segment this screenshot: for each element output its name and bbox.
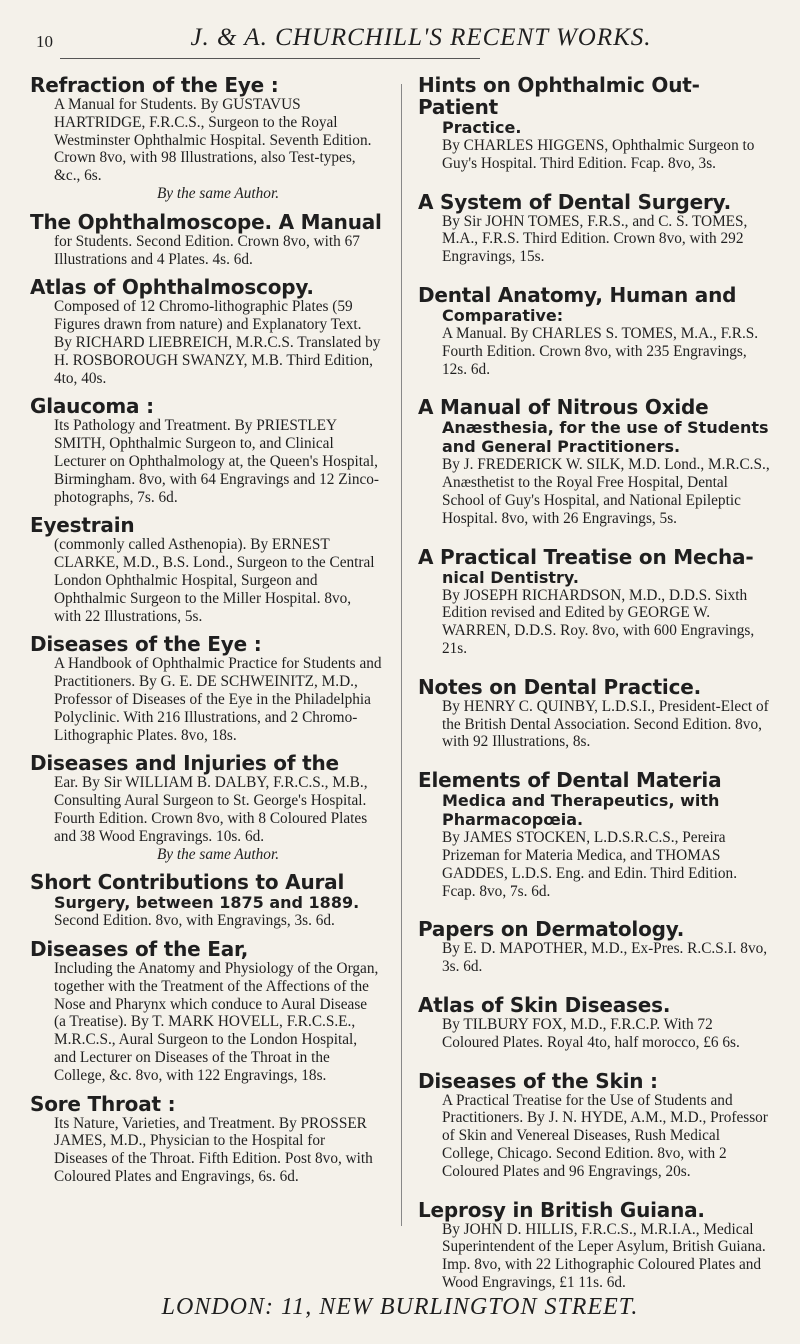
- left-column: [30, 74, 382, 1194]
- book-subtitle: Anæsthesia, for the use of Students and General Practitioners.: [442, 418, 769, 457]
- book-subtitle: Surgery, between 1875 and 1889.: [54, 893, 360, 913]
- book-description: By HENRY C. QUINBY, L.D.S.I., President-Elect of the British Dental Association. Second Edition. 8vo, with 92 Illustrations, 8s.: [442, 697, 769, 751]
- book-description: By TILBURY FOX, M.D., F.R.C.P. With 72 Coloured Plates. Royal 4to, half morocco, £6 6s.: [442, 1015, 740, 1051]
- book-title: Atlas of Ophthalmoscopy.: [30, 275, 314, 300]
- book-title: Eyestrain: [30, 513, 135, 538]
- book-title: Atlas of Skin Diseases.: [418, 992, 671, 1017]
- book-description: for Students. Second Edition. Crown 8vo, with 67 Illustrations and 4 Plates. 4s. 6d.: [54, 232, 360, 268]
- book-entry: [418, 1199, 772, 1292]
- book-description: By CHARLES HIGGENS, Ophthalmic Surgeon to Guy's Hospital. Third Edition. Fcap. 8vo, 3s.: [442, 137, 755, 172]
- book-title: Diseases of the Eye :: [30, 632, 262, 657]
- book-entry: [418, 546, 772, 658]
- book-description: By E. D. MAPOTHER, M.D., Ex-Pres. R.C.S.I. 8vo, 3s. 6d.: [442, 940, 768, 976]
- book-title: Refraction of the Eye :: [30, 73, 279, 97]
- book-entry: [30, 395, 382, 506]
- book-entry: [418, 1070, 772, 1181]
- book-description: By Sir JOHN TOMES, F.R.S., and C. S. TOMES, M.A., F.R.S. Third Edition. Crown 8vo, with 292 Engravings, 15s.: [442, 212, 748, 266]
- book-subtitle: nical Dentistry.: [442, 567, 579, 587]
- book-entry: [418, 191, 772, 266]
- page-footer: LONDON: 11, NEW BURLINGTON STREET.: [161, 1294, 639, 1320]
- book-title: A System of Dental Surgery.: [418, 189, 732, 214]
- page-header: [36, 24, 760, 60]
- book-description: A Handbook of Ophthalmic Practice for Students and Practitioners. By G. E. DE SCHWEINITZ, M.D., Professor of Diseases of the Eye in the Philadelphia Polyclinic. With 216 Illustrations, and 2 Chromo-Lithographic Plates. 8vo, 18s.: [54, 655, 382, 744]
- book-description: A Manual. By CHARLES S. TOMES, M.A., F.R.S. Fourth Edition. Crown 8vo, with 235 Engravings, 12s. 6d.: [442, 324, 759, 378]
- book-description: Ear. By Sir WILLIAM B. DALBY, F.R.C.S., M.B., Consulting Aural Surgeon to St. George's Hospital. Fourth Edition. Crown 8vo, with 8 Coloured Plates and 38 Wood Engravings. 10s. 6d.: [54, 774, 368, 845]
- book-entry: [418, 74, 772, 173]
- book-title: Sore Throat :: [30, 1091, 176, 1116]
- book-description: A Manual for Students. By GUSTAVUS HARTRIDGE, F.R.C.S., Surgeon to the Royal Westminster Ophthalmic Hospital. Seventh Edition. Crown 8vo, with 98 Illustrations, also Test-types, &c., 6s.: [54, 96, 372, 185]
- book-entry: [418, 918, 772, 976]
- book-subtitle: Medica and Therapeutics, with Pharmacopœia.: [442, 791, 720, 830]
- book-description: A Practical Treatise for the Use of Students and Practitioners. By J. N. HYDE, A.M., M.D., Professor of Skin and Venereal Diseases, Rush Medical College, Chicago. Second Edition. 8vo, with 2 Coloured Plates and 96 Engravings, 20s.: [442, 1091, 768, 1180]
- book-title: Elements of Dental Materia: [418, 768, 722, 793]
- book-entry: [418, 676, 772, 751]
- book-title: A Manual of Nitrous Oxide: [418, 395, 709, 420]
- book-entry: [418, 994, 772, 1052]
- book-description: By JOHN D. HILLIS, F.R.C.S., M.R.I.A., Medical Superintendent of the Leper Asylum, British Guiana. Imp. 8vo, with 22 Lithographic Coloured Plates and Wood Engravings, £1 11s. 6d.: [442, 1220, 766, 1291]
- book-description: By JAMES STOCKEN, L.D.S.R.C.S., Pereira Prizeman for Materia Medica, and THOMAS GADDES, L.D.S. Eng. and Edin. Third Edition. Fcap. 8vo, 7s. 6d.: [442, 829, 738, 900]
- book-title: Glaucoma :: [30, 394, 154, 419]
- book-entry: [30, 74, 382, 203]
- book-title: Diseases of the Ear,: [30, 937, 249, 962]
- book-title: Dental Anatomy, Human and: [418, 282, 737, 307]
- book-entry: [418, 284, 772, 378]
- page-number: 10: [36, 32, 53, 51]
- book-entry: [30, 211, 382, 269]
- book-entry: [30, 752, 382, 863]
- running-title: J. & A. CHURCHILL'S RECENT WORKS.: [190, 24, 652, 51]
- book-entry: [418, 396, 772, 527]
- author-note: By the same Author.: [156, 184, 280, 202]
- header-rule: [60, 58, 480, 59]
- book-description: By J. FREDERICK W. SILK, M.D. Lond., M.R.C.S., Anæsthetist to the Royal Free Hospital, Dental School of Guy's Hospital, and National Epileptic Hospital. 8vo, with 26 Engravings, 5s.: [442, 456, 770, 527]
- book-description: Its Nature, Varieties, and Treatment. By PROSSER JAMES, M.D., Physician to the Hospital for Diseases of the Throat. Fifth Edition. Post 8vo, with Coloured Plates and Engravings, 6s. 6d.: [54, 1114, 373, 1186]
- book-title: Hints on Ophthalmic Out-Patient: [418, 73, 700, 119]
- book-subtitle: Practice.: [442, 118, 522, 137]
- book-entry: [30, 633, 382, 744]
- book-title: The Ophthalmoscope. A Manual: [30, 209, 382, 234]
- book-title: A Practical Treatise on Mecha-: [418, 544, 754, 569]
- author-note: By the same Author.: [156, 845, 280, 863]
- right-column: [418, 74, 772, 1310]
- book-title: Diseases of the Skin :: [418, 1068, 658, 1093]
- book-title: Leprosy in British Guiana.: [418, 1197, 705, 1222]
- book-description: Its Pathology and Treatment. By PRIESTLEY SMITH, Ophthalmic Surgeon to, and Clinical Lecturer on Ophthalmology at, the Queen's Hospital, Birmingham. 8vo, with 64 Engravings and 12 Zinco-photographs, 7s. 6d.: [54, 417, 380, 506]
- book-entry: [418, 769, 772, 900]
- book-entry: [30, 1093, 382, 1186]
- book-entry: [30, 514, 382, 625]
- book-title: Diseases and Injuries of the: [30, 751, 339, 776]
- book-entry: [30, 938, 382, 1085]
- book-description: Second Edition. 8vo, with Engravings, 3s. 6d.: [54, 912, 335, 930]
- book-entry: [30, 871, 382, 930]
- book-title: Notes on Dental Practice.: [418, 674, 701, 699]
- book-entry: [30, 276, 382, 387]
- book-description: Including the Anatomy and Physiology of the Organ, together with the Treatment of the Affections of the Nose and Pharynx which conduce to Aural Disease (a Treatise). By T. MARK HOVELL, F.R.C.S.E., M.R.C.S., Aural Surgeon to the London Hospital, and Lecturer on Diseases of the Throat in the College, &c. 8vo, with 122 Engravings, 18s.: [54, 960, 379, 1084]
- book-subtitle: Comparative:: [442, 305, 564, 325]
- book-title: Short Contributions to Aural: [30, 870, 345, 895]
- book-title: Papers on Dermatology.: [418, 917, 685, 942]
- book-description: (commonly called Asthenopia). By ERNEST CLARKE, M.D., B.S. Lond., Surgeon to the Central London Ophthalmic Hospital, Surgeon and Ophthalmic Surgeon to the Miller Hospital. 8vo, with 22 Illustrations, 5s.: [54, 536, 375, 625]
- book-description: By JOSEPH RICHARDSON, M.D., D.D.S. Sixth Edition revised and Edited by GEORGE W. WARREN, D.D.S. Roy. 8vo, with 600 Engravings, 21s.: [442, 586, 755, 657]
- book-description: Composed of 12 Chromo-lithographic Plates (59 Figures drawn from nature) and Explanatory Text. By RICHARD LIEBREICH, M.R.C.S. Translated by H. ROSBOROUGH SWANZY, M.B. Third Edition, 4to, 40s.: [54, 298, 381, 387]
- column-divider: [401, 84, 402, 1226]
